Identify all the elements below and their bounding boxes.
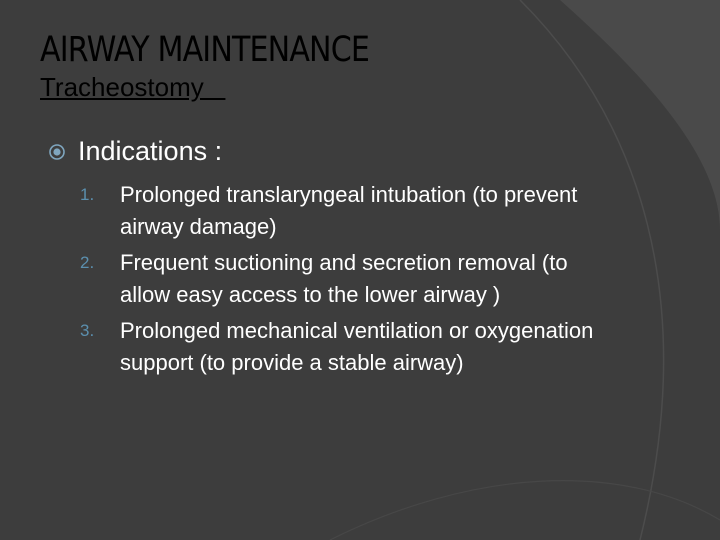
title-block (40, 30, 600, 102)
list-item-text: Prolonged translaryngeal intubation (to prevent airway damage) (120, 182, 578, 239)
bullet-row (48, 135, 648, 167)
bullet-heading: Indications : (78, 136, 223, 166)
background-arc-lower (330, 481, 720, 540)
list-item (48, 315, 648, 379)
list-item (48, 179, 648, 243)
circle-bullet-icon (48, 143, 66, 161)
list-item-text: Frequent suctioning and secretion removal (to allow easy access to the lower airway ) (120, 250, 568, 307)
slide-content (48, 135, 648, 383)
list-item-number: 1. (80, 185, 95, 204)
numbered-list (48, 179, 648, 379)
list-item-number: 2. (80, 253, 95, 272)
slide-title: AIRWAY MAINTENANCE (40, 30, 370, 70)
list-item-text: Prolonged mechanical ventilation or oxygenation support (to provide a stable airway) (120, 318, 594, 375)
list-item-number: 3. (80, 321, 95, 340)
list-item (48, 247, 648, 311)
slide-subtitle: Tracheostomy (40, 72, 226, 102)
